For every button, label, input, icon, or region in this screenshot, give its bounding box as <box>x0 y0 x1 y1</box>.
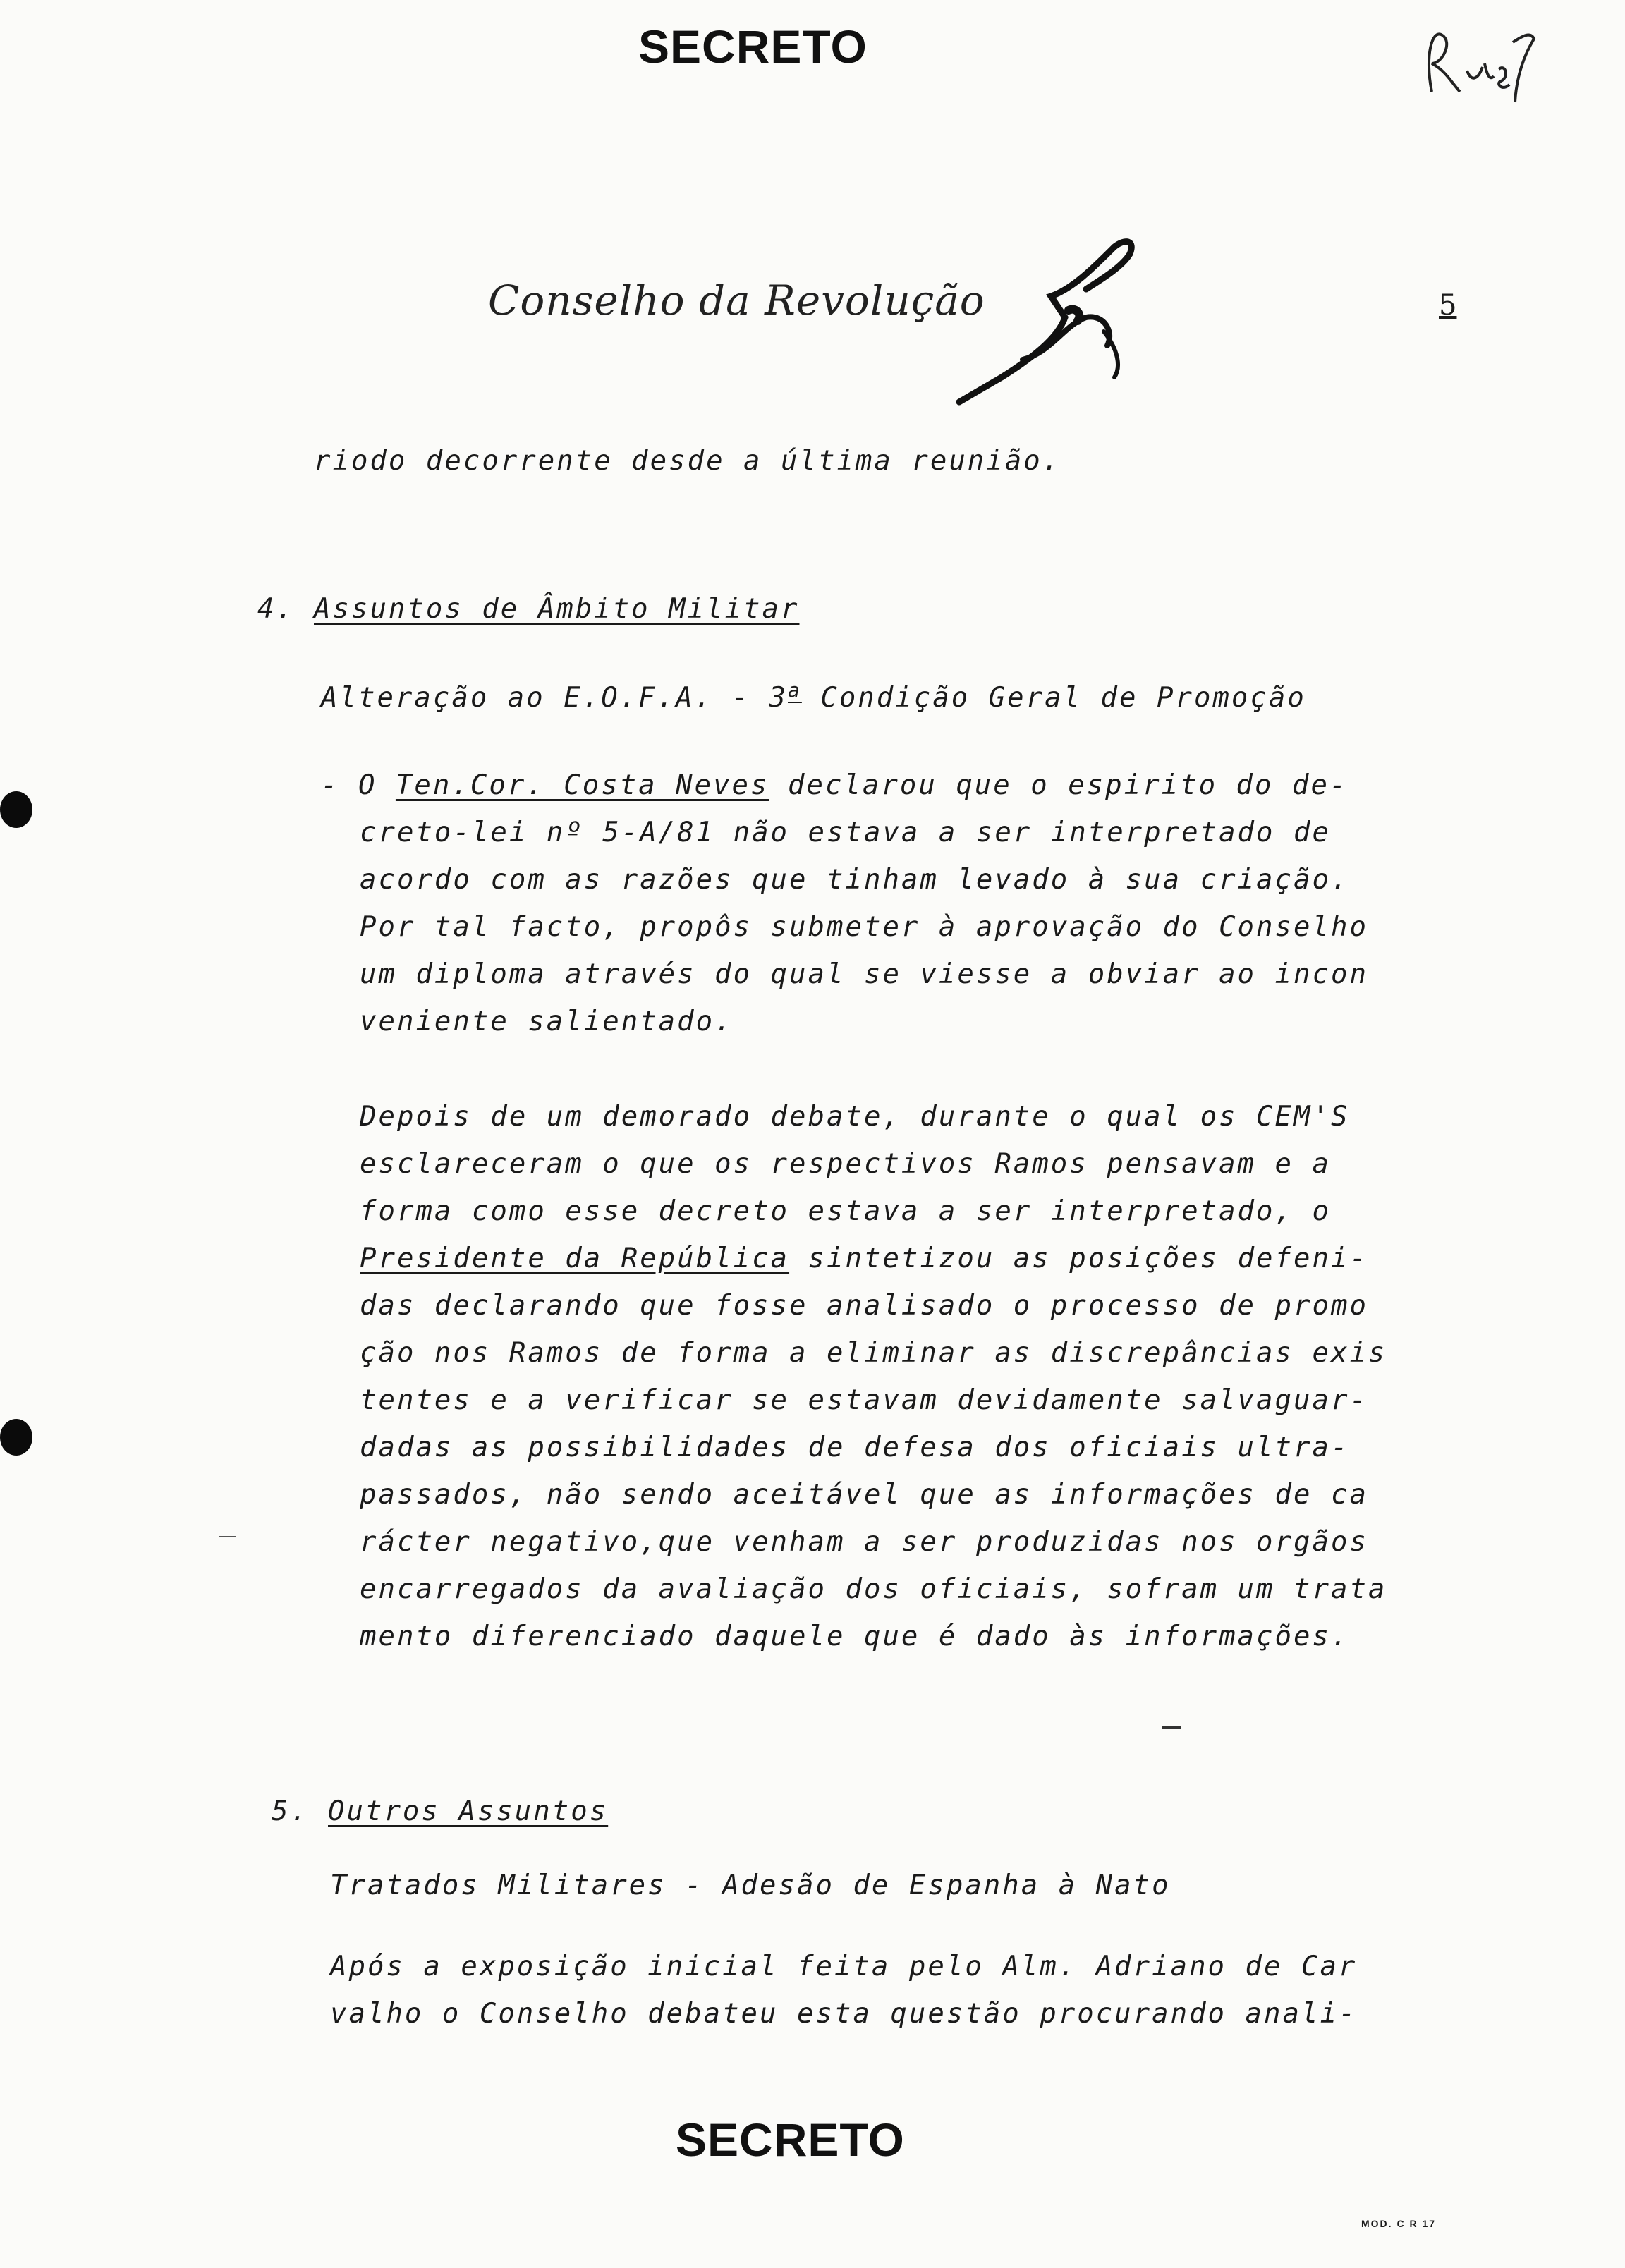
classification-stamp-bottom: SECRETO <box>676 2114 905 2166</box>
para1-line: acordo com as razões que tinham levado à sua criação. <box>360 864 1350 896</box>
para1-line: Por tal facto, propôs submeter à aprovação do Conselho <box>360 911 1368 943</box>
subtitle-text-a: Alteração ao E.O.F.A. - 3 <box>321 682 788 714</box>
para2-line: passados, não sendo aceitável que as informações de ca <box>360 1479 1368 1511</box>
para2-line: tentes e a verificar se estavam devidamente salvaguar- <box>360 1384 1368 1416</box>
section-5-title: Outros Assuntos <box>328 1796 609 1827</box>
stray-mark <box>219 1536 236 1537</box>
para2-line: mento diferenciado daquele que é dado às informações. <box>360 1621 1350 1652</box>
letterhead-title: Conselho da Revolução <box>488 276 985 324</box>
section-5-subtitle: Tratados Militares - Adesão de Espanha à Nato <box>330 1870 1171 1901</box>
punch-hole-upper <box>0 791 32 828</box>
page-number: 5 <box>1439 289 1457 322</box>
para2-body <box>360 1093 1387 1660</box>
punch-hole-lower <box>0 1419 32 1456</box>
para2-line: dadas as possibilidades de defesa dos oficiais ultra- <box>360 1432 1350 1463</box>
subtitle-superscript: a <box>788 678 802 702</box>
para1-body <box>360 809 1368 1045</box>
section-4-subtitle <box>321 666 1306 721</box>
para1-first-line-rest: declarou que o espirito do de- <box>769 769 1349 801</box>
para2-line: encarregados da avaliação dos oficiais, sofram um trata <box>360 1573 1387 1605</box>
para1-speaker-name: Ten.Cor. Costa Neves <box>395 769 769 801</box>
para2-line: forma como esse decreto estava a ser interpretado, o <box>360 1195 1331 1227</box>
continuation-line: riodo decorrente desde a última reunião. <box>314 445 1061 477</box>
section-5-line: valho o Conselho debateu esta questão procurando anali- <box>330 1998 1358 2030</box>
stray-mark <box>1162 1726 1181 1729</box>
section-5-line: Após a exposição inicial feita pelo Alm. Adriano de Car <box>330 1951 1358 1982</box>
section-4-title: Assuntos de Âmbito Militar <box>314 593 800 625</box>
section-5-para <box>330 1943 1357 2037</box>
para2-line: rácter negativo,que venham a ser produzidas nos orgãos <box>360 1526 1368 1558</box>
para2-line: ção nos Ramos de forma a eliminar as discrepâncias exis <box>360 1337 1387 1369</box>
para1-line: um diploma através do qual se viesse a obviar ao incon <box>360 958 1368 990</box>
para2-president-line <box>360 1235 1387 1282</box>
section-5-number: 5. <box>272 1796 309 1827</box>
form-code: MOD. C R 17 <box>1361 2218 1437 2229</box>
para2-line: esclareceram o que os respectivos Ramos pensavam e a <box>360 1148 1331 1180</box>
para2-line: Depois de um demorado debate, durante o qual os CEM'S <box>360 1101 1350 1133</box>
classification-stamp-top: SECRETO <box>638 20 868 73</box>
handwritten-signature <box>945 226 1178 409</box>
para1-line: veniente salientado. <box>360 1006 734 1037</box>
para2-president-rest: sintetizou as posições defeni- <box>789 1243 1368 1274</box>
para1-line: creto-lei nº 5-A/81 não estava a ser interpretado de <box>360 817 1331 848</box>
handwritten-initials <box>1418 14 1545 106</box>
para1-dash: - O <box>321 769 396 801</box>
section-4-number: 4. <box>257 593 295 625</box>
subtitle-text-b: Condição Geral de Promoção <box>801 682 1306 714</box>
para2-line: das declarando que fosse analisado o processo de promo <box>360 1290 1368 1322</box>
para1-first-line <box>321 762 1348 809</box>
para2-president: Presidente da República <box>360 1243 790 1274</box>
